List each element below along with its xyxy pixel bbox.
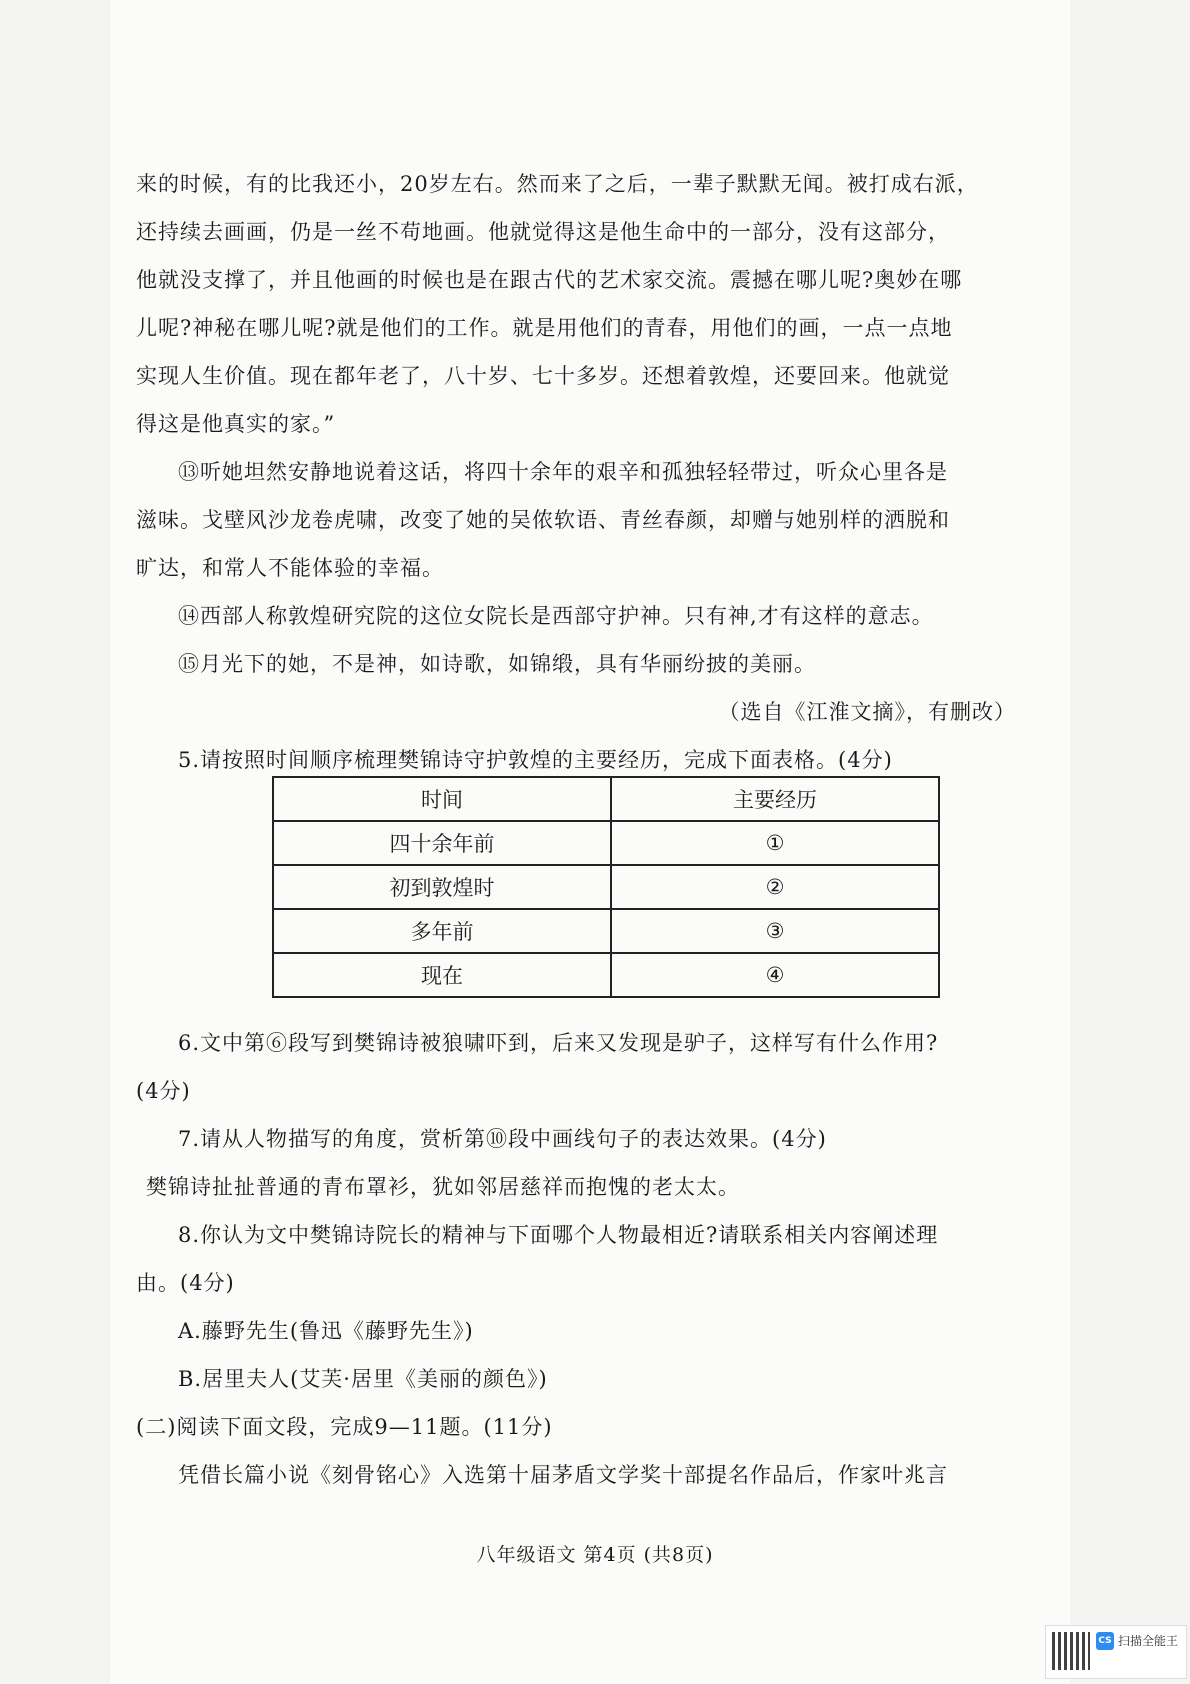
option-b: B.居里夫人(艾芙·居里《美丽的颜色》) <box>178 1367 548 1391</box>
question-7: 7.请从人物描写的角度，赏析第⑩段中画线句子的表达效果。(4分) <box>178 1127 827 1151</box>
question-8-score: 由。(4分) <box>136 1271 235 1295</box>
question-5: 5.请按照时间顺序梳理樊锦诗守护敦煌的主要经历，完成下面表格。(4分) <box>178 748 893 772</box>
passage-line: 实现人生价值。现在都年老了，八十岁、七十多岁。还想着敦煌，还要回来。他就觉 <box>136 364 950 388</box>
paragraph-14: ⑭西部人称敦煌研究院的这位女院长是西部守护神。只有神,才有这样的意志。 <box>178 604 934 628</box>
question-7-quote: 樊锦诗扯扯普通的青布罩衫，犹如邻居慈祥而抱愧的老太太。 <box>146 1175 740 1199</box>
table-row <box>273 821 939 865</box>
table-header: 时间 <box>273 777 611 821</box>
qr-code-icon <box>1052 1632 1090 1670</box>
page-footer: 八年级语文 第4页 (共8页) <box>476 1544 714 1566</box>
table-cell: 多年前 <box>273 909 611 953</box>
section-2-heading: (二)阅读下面文段，完成9—11题。(11分) <box>136 1415 553 1439</box>
passage-line: 得这是他真实的家。” <box>136 412 336 436</box>
table-cell: ④ <box>611 953 939 997</box>
paragraph-13: ⑬听她坦然安静地说着这话，将四十余年的艰辛和孤独轻轻带过，听众心里各是 <box>178 460 948 484</box>
section-2-text: 凭借长篇小说《刻骨铭心》入选第十届茅盾文学奖十部提名作品后，作家叶兆言 <box>178 1463 948 1487</box>
table-cell: 四十余年前 <box>273 821 611 865</box>
experience-table <box>272 776 940 998</box>
paragraph-15: ⑮月光下的她，不是神，如诗歌，如锦缎，具有华丽纷披的美丽。 <box>178 652 816 676</box>
passage-line: 来的时候，有的比我还小，20岁左右。然而来了之后，一辈子默默无闻。被打成右派， <box>136 172 979 196</box>
source-citation: （选自《江淮文摘》，有删改） <box>718 700 1016 724</box>
paragraph-13-cont: 滋味。戈壁风沙龙卷虎啸，改变了她的吴侬软语、青丝春颜，却赠与她别样的洒脱和 <box>136 508 950 532</box>
question-6-score: (4分) <box>136 1079 191 1103</box>
paragraph-13-cont: 旷达，和常人不能体验的幸福。 <box>136 556 444 580</box>
table-cell: 现在 <box>273 953 611 997</box>
table-row <box>273 909 939 953</box>
cs-logo-icon: CS <box>1096 1632 1114 1650</box>
question-6: 6.文中第⑥段写到樊锦诗被狼啸吓到，后来又发现是驴子，这样写有什么作用? <box>178 1031 939 1055</box>
table-cell: ① <box>611 821 939 865</box>
passage-line: 儿呢?神秘在哪儿呢?就是他们的工作。就是用他们的青春，用他们的画，一点一点地 <box>136 316 953 340</box>
table-header: 主要经历 <box>611 777 939 821</box>
option-a: A.藤野先生(鲁迅《藤野先生》) <box>178 1319 474 1343</box>
scanner-app-name: 扫描全能王 <box>1118 1634 1179 1648</box>
question-8: 8.你认为文中樊锦诗院长的精神与下面哪个人物最相近?请联系相关内容阐述理 <box>178 1223 939 1247</box>
table-cell: ③ <box>611 909 939 953</box>
table-row <box>273 953 939 997</box>
table-header-row <box>273 777 939 821</box>
passage-line: 他就没支撑了，并且他画的时候也是在跟古代的艺术家交流。震撼在哪儿呢?奥妙在哪 <box>136 268 963 292</box>
table-row <box>273 865 939 909</box>
scanner-badge <box>1045 1625 1187 1679</box>
passage-line: 还持续去画画，仍是一丝不苟地画。他就觉得这是他生命中的一部分，没有这部分， <box>136 220 950 244</box>
table-cell: 初到敦煌时 <box>273 865 611 909</box>
table-cell: ② <box>611 865 939 909</box>
